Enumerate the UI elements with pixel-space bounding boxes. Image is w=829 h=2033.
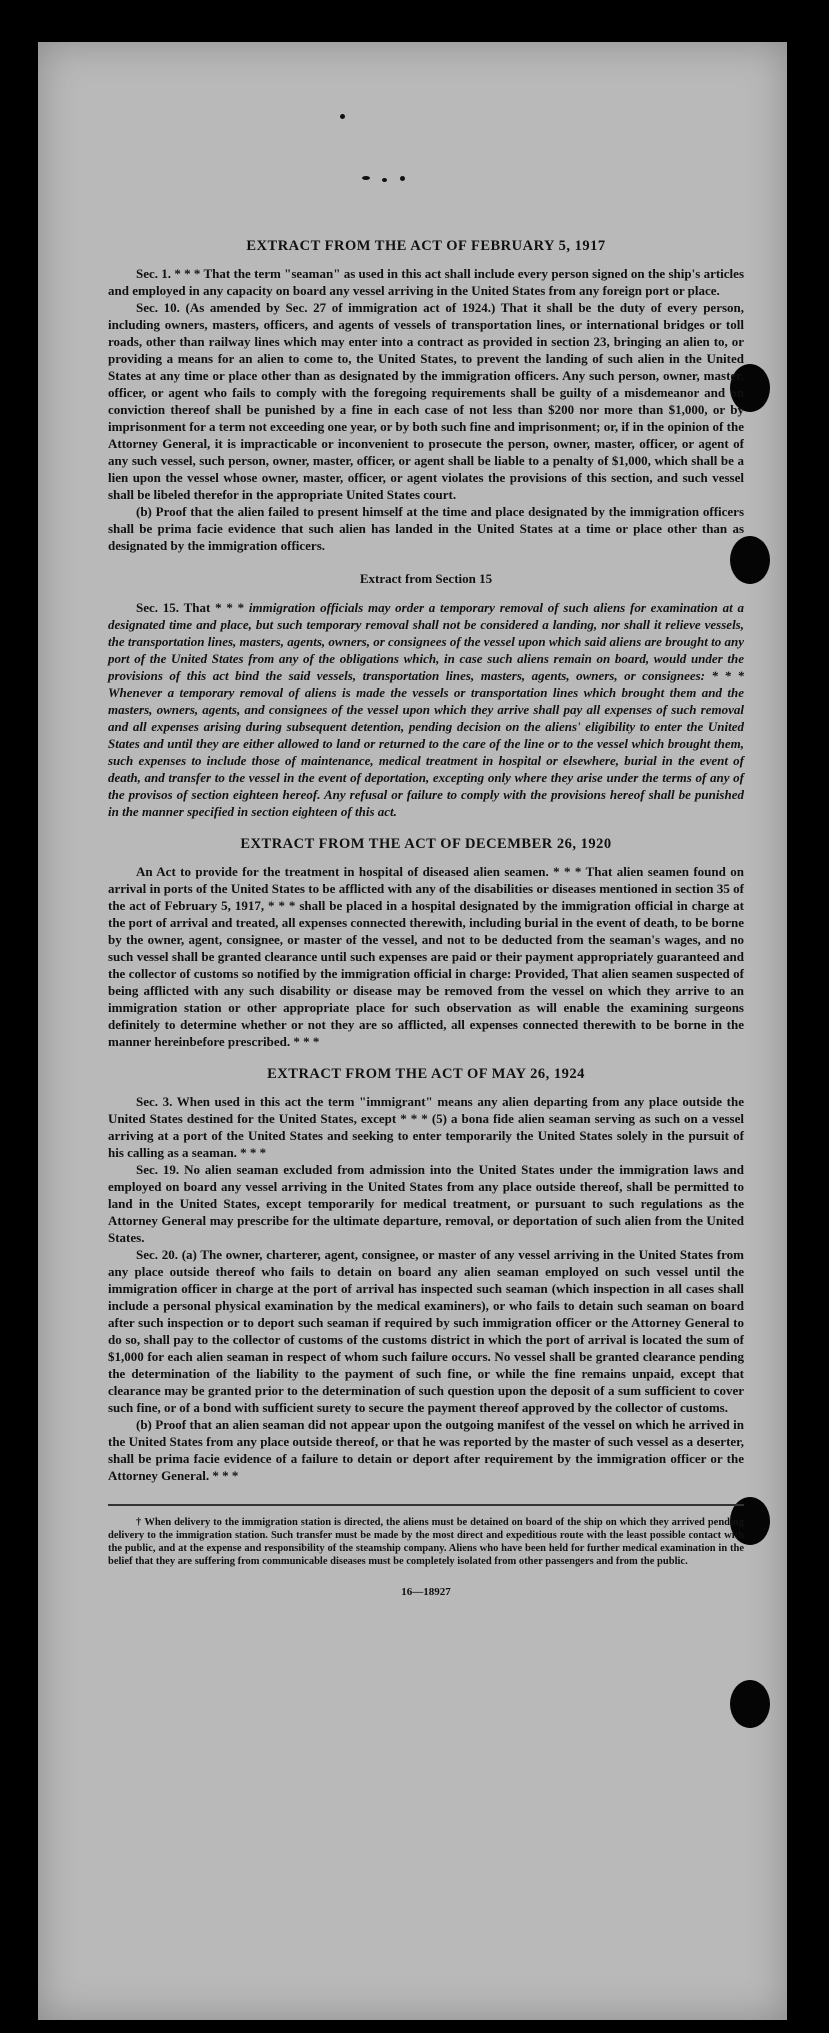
- heading-act-dec-1920: EXTRACT FROM THE ACT OF DECEMBER 26, 1920: [240, 836, 612, 852]
- divider: [108, 1504, 744, 1506]
- section-20a-text: Sec. 20. (a) The owner, charterer, agent, consignee, or master of any vessel arriving in the United States from any place outside thereof who fails to detain on board any alien seaman employed on such vessel until the immigration officer in charge at the port of arrival has inspected such seaman (which inspection in all cases shall include a personal physical examination by the medical examiners), or who fails to detain such seaman on board after such inspection or to deport such seaman if required by such immigration officer or the Attorney General to do so, shall pay to the collector of customs of the customs district in which the port of arrival is located the sum of $1,000 for each alien seaman in respect of whom such failure occurs. No vessel shall be granted clearance pending the determination of the liability to the payment of such fine, or while the fine remains unpaid, except that clearance may be granted prior to the determination of such question upon the deposit of a sum sufficient to cover such fine, or of a bond with sufficient surety to secure the payment thereof approved by the collector of customs.: [108, 1247, 744, 1415]
- section-19-text: Sec. 19. No alien seaman excluded from admission into the United States under the immigration laws and employed on board any vessel arriving in the United States from any place outside thereof, shall be permitted to land in the United States, except temporarily for medical treatment, or pursuant to such regulations as the Attorney General may prescribe for the ultimate departure, removal, or deportation of such alien from the United States.: [108, 1162, 744, 1245]
- subheading-section-15: Extract from Section 15: [359, 571, 493, 586]
- punch-hole: [730, 1680, 770, 1728]
- document-body: [108, 238, 744, 1601]
- document-page: [38, 42, 787, 2020]
- section-15-lead: Sec. 15. That * * *: [136, 600, 249, 615]
- form-number: 16—18927: [401, 1586, 451, 1598]
- heading-act-may-1924: EXTRACT FROM THE ACT OF MAY 26, 1924: [267, 1066, 585, 1082]
- section-15-text: [108, 599, 744, 820]
- footnote: † When delivery to the immigration station is directed, the aliens must be detained on board of the ship on which they arrived pending delivery to the immigration station. Such transfer must be made by the most direct and expeditious route with the least possible contact with the public, and at the expense and responsibility of the steamship company. Aliens who have been held for further medical examination in the belief that they are suffering from communicable diseases must be completely isolated from other passengers and from the public.: [108, 1517, 744, 1567]
- ink-speck: [362, 176, 370, 180]
- ink-speck: [340, 114, 345, 119]
- section-3-text: Sec. 3. When used in this act the term "immigrant" means any alien departing from any place outside the United States destined for the United States, except * * * (5) a bona fide alien seaman serving as such on a vessel arriving at a port of the United States and seeking to enter temporarily the United States solely in the pursuit of his calling as a seaman. * * *: [108, 1094, 744, 1160]
- section-10-text: Sec. 10. (As amended by Sec. 27 of immigration act of 1924.) That it shall be the duty of every person, including owners, masters, officers, and agents of vessels of transportation lines, or international bridges or toll roads, other than railway lines which may enter into a contract as provided in section 23, bringing an alien to, or providing a means for an alien to come to, the United States, to prevent the landing of such alien in the United States at any time or place other than as designated by the immigration officers. Any such person, owner, master, officer, or agent who fails to comply with the foregoing requirements shall be guilty of a misdemeanor and on conviction thereof shall be punished by a fine in each case of not less than $200 nor more than $1,000, or by imprisonment for a term not exceeding one year, or by both such fine and imprisonment; or, if in the opinion of the Attorney General, it is impracticable or inconvenient to prosecute the person, owner, master, officer, or agent of any such vessel, such person, owner, master, officer, or agent shall be liable to a penalty of $1,000, which shall be a lien upon the vessel whose owner, master, officer, or agent violates the provisions of this section, and such vessel shall be libeled therefor in the appropriate United States court.: [108, 300, 744, 502]
- act-1920-text: An Act to provide for the treatment in hospital of diseased alien seamen. * * * That alien seamen found on arrival in ports of the United States to be afflicted with any of the disabilities or diseases mentioned in section 35 of the act of February 5, 1917, * * * shall be placed in a hospital designated by the immigration official in charge at the port of arrival and treated, all expenses connected therewith, including burial in the event of death, to be borne by the owner, agent, consignee, or master of the vessel, and not to be deducted from the seaman's wages, and no such vessel shall be granted clearance until such expenses are paid or their payment appropriately guaranteed and the collector of customs so notified by the immigration official in charge: Provided, That alien seamen suspected of being afflicted with any such disability or disease may be removed from the vessel on which they arrive to an immigration station or other appropriate place for such observation as will enable the examining surgeons definitely to determine whether or not they are so afflicted, all expenses connected therewith to be borne in the manner hereinbefore prescribed. * * *: [108, 864, 744, 1049]
- section-15-italic: immigration officials may order a temporary removal of such aliens for examination at a designated time and place, but such temporary removal shall not be considered a landing, nor shall it relieve vessels, the transportation lines, masters, agents, owners, or consignees of the vessel upon which said aliens are brought to any port of the United States from any of the obligations which, in case such aliens remain on board, would under the provisions of this act bind the said vessels, transportation lines, masters, agents, owners, or consignees: * * * Whenever a temporary removal of aliens is made the vessels or transportation lines which brought them and the masters, owners, agents, and consignees of the vessel upon which they arrive shall pay all expenses of such removal and all expenses arising during subsequent detention, pending decision on the aliens' eligibility to enter the United States and until they are either allowed to land or returned to the care of the line or to the vessel which brought them, such expenses to include those of maintenance, medical treatment in hospital or elsewhere, burial in the event of death, and transfer to the vessel in the event of deportation, excepting only where they arise under the terms of any of the provisos of section eighteen hereof. Any refusal or failure to comply with the provisions hereof shall be punished in the manner specified in section eighteen of this act.: [108, 600, 744, 819]
- section-10b-text: (b) Proof that the alien failed to present himself at the time and place designated by the immigration officers shall be prima facie evidence that such alien has landed in the United States at a time or place other than as designated by the immigration officers.: [108, 504, 744, 553]
- heading-act-feb-1917: EXTRACT FROM THE ACT OF FEBRUARY 5, 1917: [246, 238, 606, 254]
- ink-speck: [382, 178, 387, 182]
- section-20b-text: (b) Proof that an alien seaman did not appear upon the outgoing manifest of the vessel on which he arrived in the United States from any place outside thereof, or that he was reported by the master of such vessel as a deserter, shall be prima facie evidence of a failure to detain or deport after requirement by the immigration officer or the Attorney General. * * *: [108, 1417, 744, 1483]
- ink-speck: [400, 176, 405, 181]
- section-1-text: Sec. 1. * * * That the term "seaman" as used in this act shall include every person signed on the ship's articles and employed in any capacity on board any vessel arriving in the United States from any foreign port or place.: [108, 266, 744, 298]
